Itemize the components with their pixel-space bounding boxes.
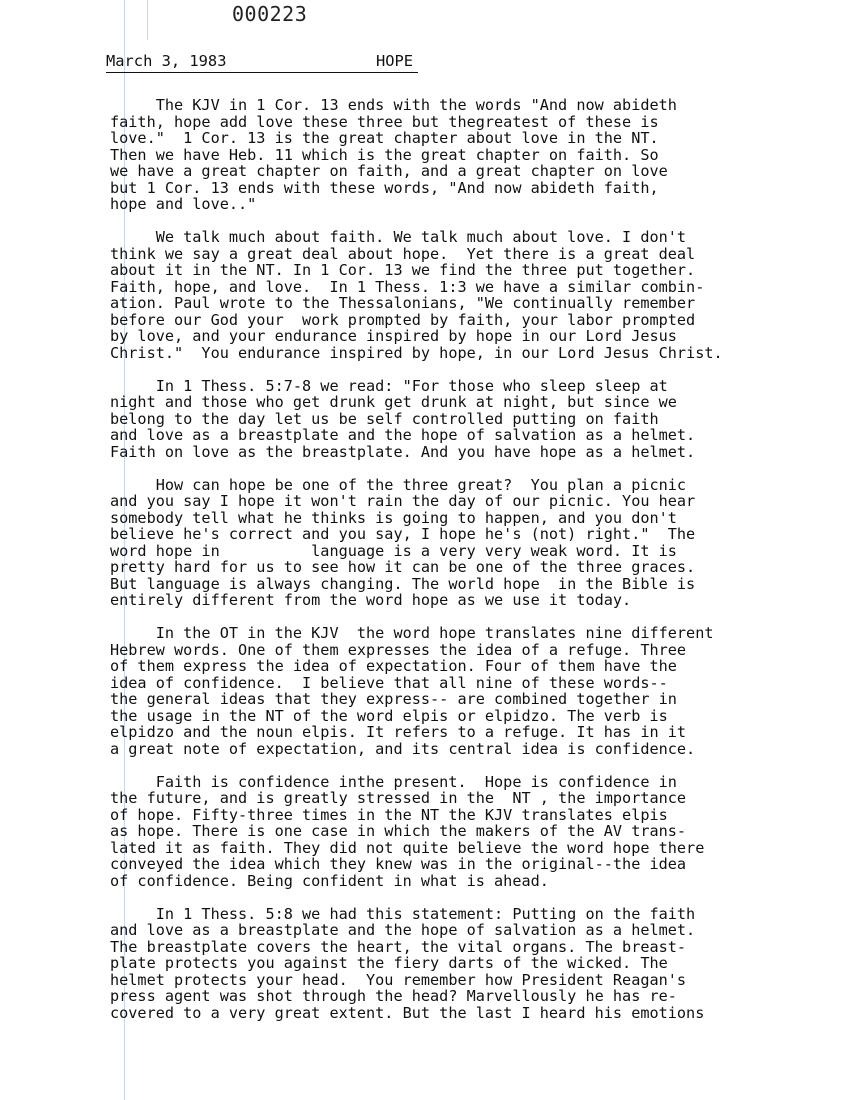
- page-number: 000223: [232, 2, 308, 26]
- text-line: elpidzo and the noun elpis. It refers to a refuge. It has in it: [110, 723, 687, 741]
- paragraph: [110, 625, 810, 757]
- text-line: entirely different from the word hope as we use it today.: [110, 591, 632, 609]
- text-line: conveyed the idea which they knew was in the original--the idea: [110, 855, 687, 873]
- text-line: press agent was shot through the head? Marvellously he has re-: [110, 987, 677, 1005]
- text-line: belong to the day let us be self controlled putting on faith: [110, 409, 659, 428]
- text-line: a great note of expectation, and its central idea is confidence.: [110, 739, 696, 758]
- text-line: the usage in the NT of the word elpis or elpidzo. The verb is: [110, 706, 668, 725]
- text-line: and you say I hope it won't rain the day of our picnic. You hear: [110, 492, 696, 510]
- text-line: Faith on love as the breastplate. And you have hope as a helmet.: [110, 442, 696, 461]
- text-line: helmet protects your head. You remember how President Reagan's: [110, 970, 687, 989]
- text-line: We talk much about faith. We talk much about love. I don't: [110, 228, 687, 246]
- text-line: believe he's correct and you say, I hope he's (not) right." The: [110, 525, 696, 543]
- text-line: hope and love..": [110, 195, 257, 213]
- document-heading: [106, 52, 418, 73]
- heading-date: March 3, 1983: [106, 52, 227, 70]
- text-line: In the OT in the KJV the word hope translates nine different: [110, 624, 714, 642]
- text-line: In 1 Thess. 5:7-8 we read: "For those who sleep sleep at: [110, 376, 668, 395]
- paragraph: [110, 229, 810, 361]
- text-line: somebody tell what he thinks is going to happen, and you don't: [110, 508, 677, 527]
- text-line: we have a great chapter on faith, and a great chapter on love: [110, 162, 668, 180]
- text-line: by love, and your endurance inspired by hope in our Lord Jesus: [110, 327, 677, 345]
- paragraph: [110, 906, 810, 1022]
- text-line: covered to a very great extent. But the last I heard his emotions: [110, 1003, 705, 1022]
- text-line: night and those who get drunk get drunk at night, but since we: [110, 393, 677, 411]
- text-line: Then we have Heb. 11 which is the great chapter on faith. So: [110, 145, 659, 164]
- text-line: and love as a breastplate and the hope of salvation as a helmet.: [110, 921, 696, 939]
- text-line: about it in the NT. In 1 Cor. 13 we find the three put together.: [110, 261, 696, 279]
- text-line: In 1 Thess. 5:8 we had this statement: Putting on the faith: [110, 904, 696, 923]
- text-line: lated it as faith. They did not quite believe the word hope there: [110, 838, 705, 857]
- text-line: of them express the idea of expectation. Four of them have the: [110, 657, 677, 675]
- paragraph: [110, 97, 810, 213]
- body-text: [110, 97, 810, 1038]
- text-line: plate protects you against the fiery darts of the wicked. The: [110, 954, 668, 972]
- text-line: of confidence. Being confident in what is ahead.: [110, 871, 549, 890]
- paragraph: [110, 774, 810, 890]
- text-line: pretty hard for us to see how it can be one of the three graces.: [110, 558, 696, 576]
- text-line: How can hope be one of the three great? You plan a picnic: [110, 475, 687, 494]
- text-line: ation. Paul wrote to the Thessalonians, "We continually remember: [110, 294, 696, 312]
- text-line: But language is always changing. The world hope in the Bible is: [110, 574, 696, 593]
- text-line: before our God your work prompted by faith, your labor prompted: [110, 310, 696, 329]
- text-line: the future, and is greatly stressed in the NT , the importance: [110, 789, 687, 807]
- text-line: and love as a breastplate and the hope of salvation as a helmet.: [110, 426, 696, 444]
- paragraph: [110, 477, 810, 609]
- text-line: of hope. Fifty-three times in the NT the KJV translates elpis: [110, 805, 668, 824]
- paragraph: [110, 378, 810, 461]
- text-line: Christ." You endurance inspired by hope, in our Lord Jesus Christ.: [110, 343, 723, 362]
- text-line: Faith is confidence inthe present. Hope is confidence in: [110, 772, 677, 791]
- text-line: The breastplate covers the heart, the vital organs. The breast-: [110, 937, 687, 956]
- heading-title: HOPE: [376, 52, 414, 70]
- text-line: word hope in language is a very very weak word. It is: [110, 541, 677, 560]
- text-line: idea of confidence. I believe that all nine of these words--: [110, 673, 668, 692]
- text-line: The KJV in 1 Cor. 13 ends with the words "And now abideth: [110, 96, 677, 114]
- text-line: the general ideas that they express-- are combined together in: [110, 690, 677, 708]
- text-line: faith, hope add love these three but thegreatest of these is: [110, 112, 659, 131]
- text-line: as hope. There is one case in which the makers of the AV trans-: [110, 822, 687, 840]
- text-line: but 1 Cor. 13 ends with these words, "And now abideth faith,: [110, 178, 659, 197]
- margin-rule-secondary: [147, 0, 148, 40]
- text-line: love." 1 Cor. 13 is the great chapter about love in the NT.: [110, 129, 659, 147]
- text-line: Faith, hope, and love. In 1 Thess. 1:3 we have a similar combin-: [110, 277, 705, 296]
- text-line: Hebrew words. One of them expresses the idea of a refuge. Three: [110, 640, 687, 659]
- text-line: think we say a great deal about hope. Yet there is a great deal: [110, 244, 696, 263]
